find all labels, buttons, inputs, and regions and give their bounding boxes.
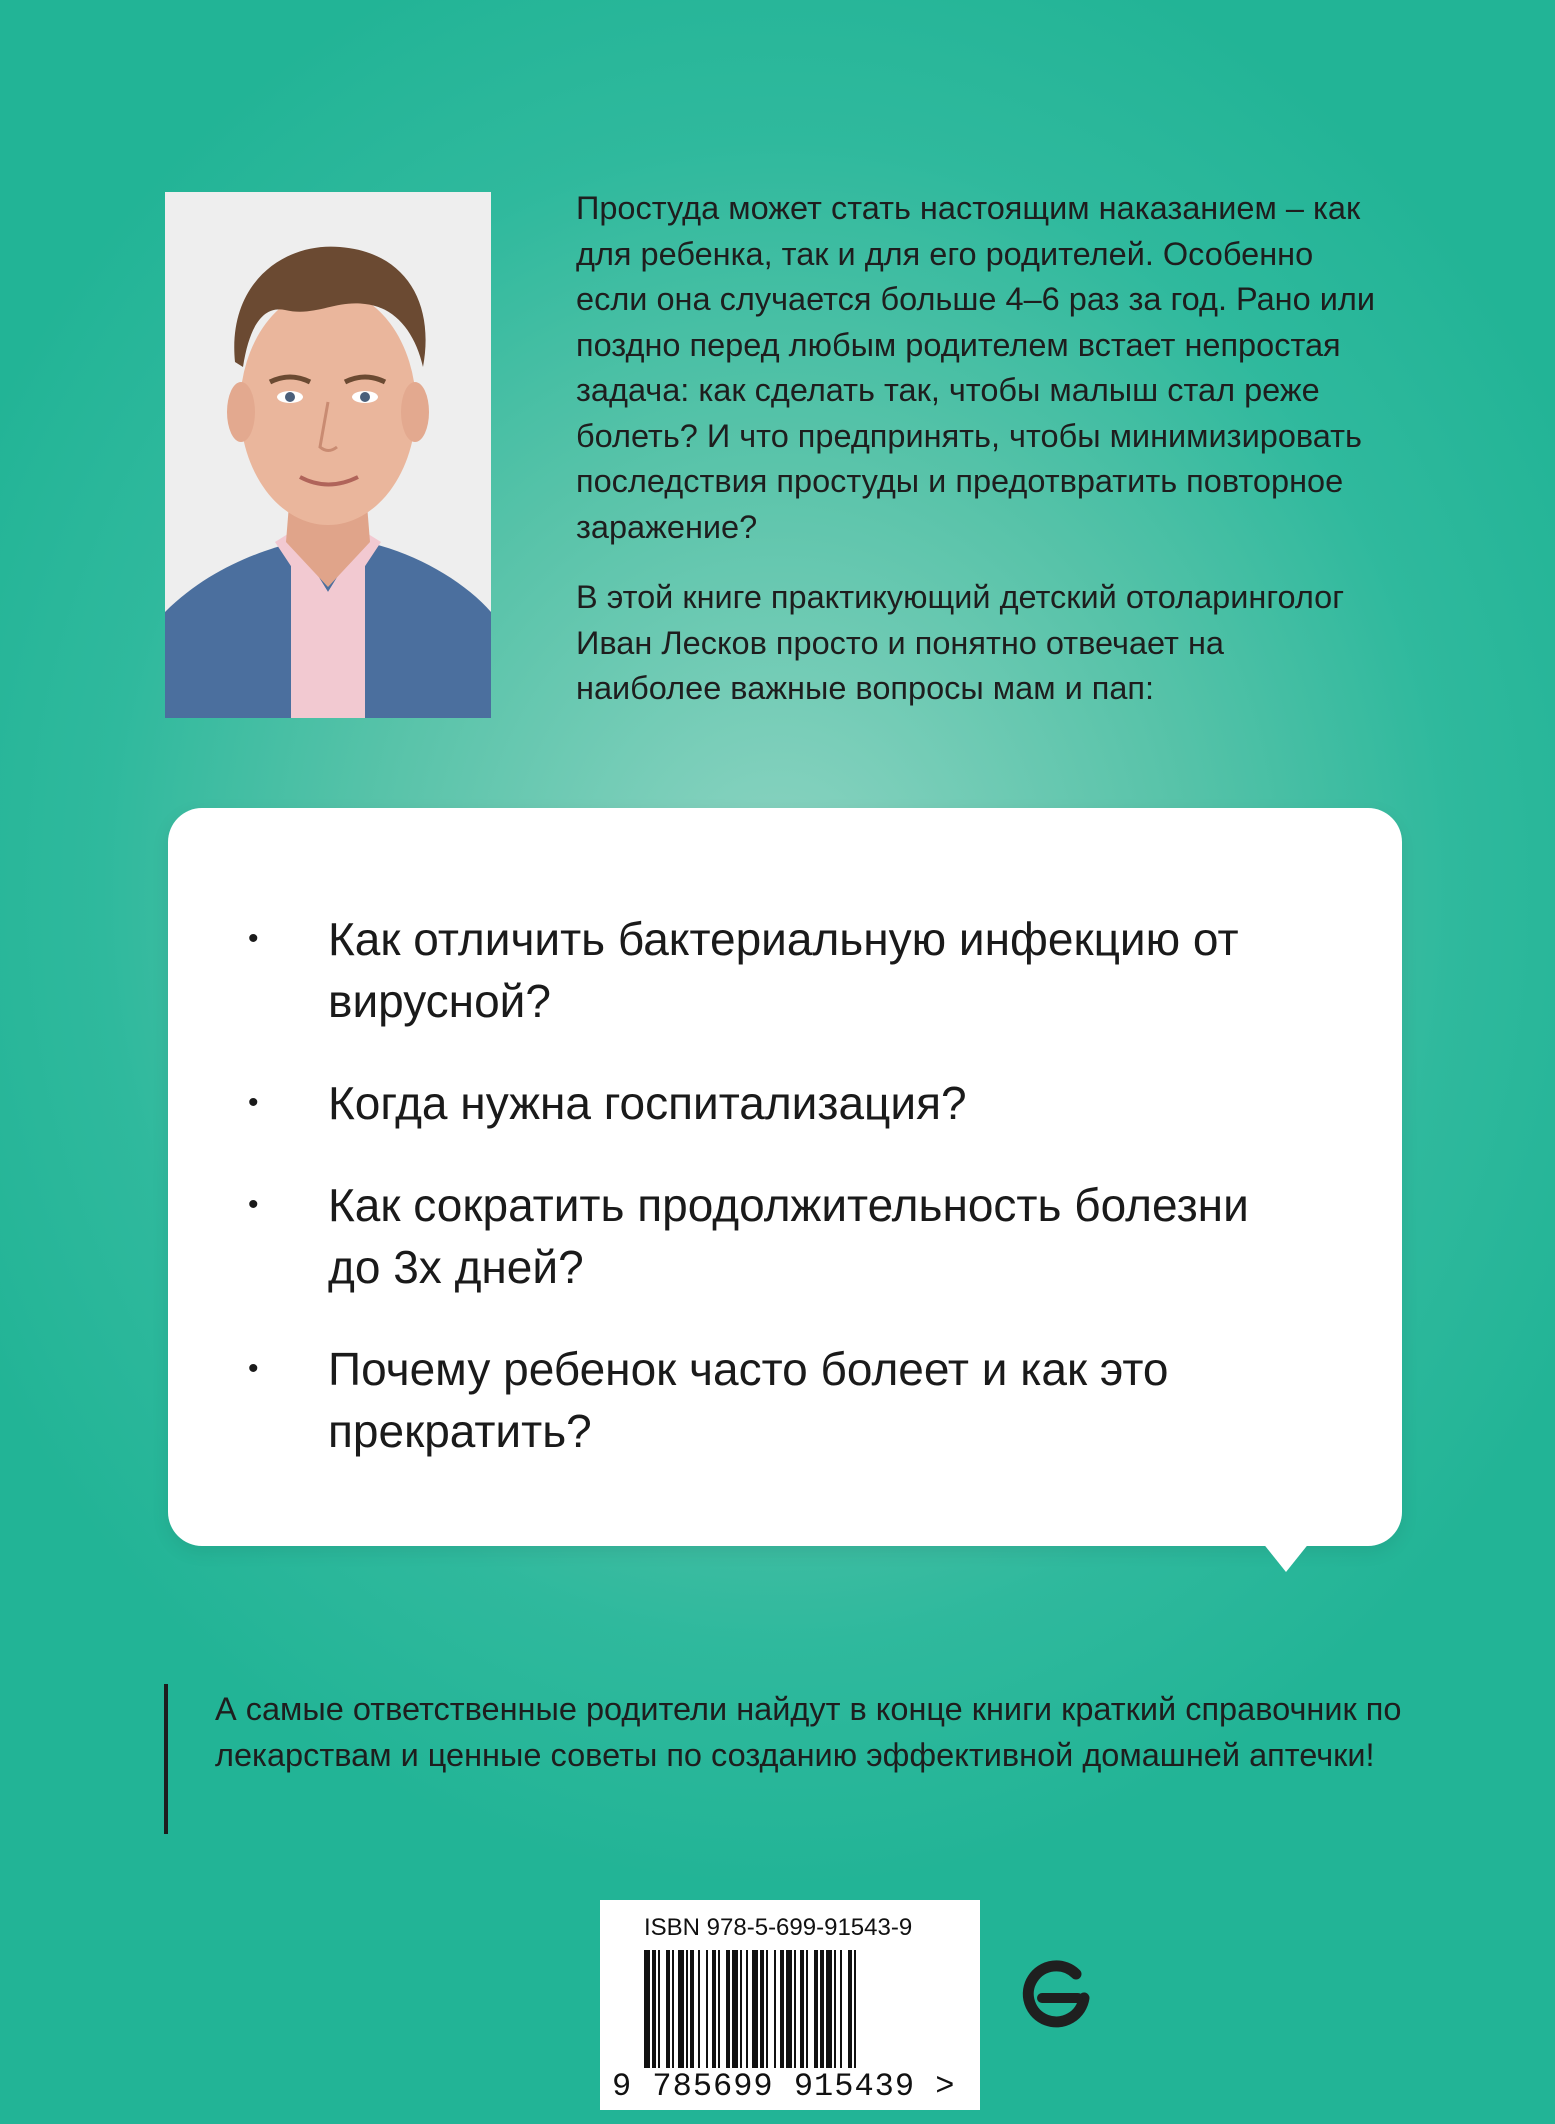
list-item [168, 908, 1402, 1032]
isbn-digits: 9 785699 915439 > [612, 2068, 956, 2105]
bullet: • [248, 922, 259, 955]
author-portrait-illustration [165, 192, 491, 718]
isbn-barcode-box [600, 1900, 980, 2110]
question-text: Почему ребенок часто болеет и как это прекратить? [328, 1343, 1169, 1457]
question-text: Как сократить продолжительность болезни до 3х дней? [328, 1179, 1249, 1293]
speech-bubble-tail [1262, 1542, 1310, 1572]
author-photo [165, 192, 491, 718]
list-item [168, 1174, 1402, 1298]
barcode-icon [644, 1950, 934, 2068]
list-item [168, 1072, 1402, 1134]
isbn-label: ISBN 978-5-699-91543-9 [644, 1914, 913, 1941]
intro-paragraph-2: В этой книге практикующий детский отоларинголог Иван Лесков просто и понятно отвечает на наиболее важные вопросы мам и пап: [576, 579, 1345, 706]
bullet: • [248, 1188, 259, 1221]
questions-list [168, 908, 1402, 1502]
list-item [168, 1338, 1402, 1462]
intro-paragraph-1: Простуда может стать настоящим наказанием – как для ребенка, так и для его родителей. Особенно если она случается больше 4–6 раз за год. Рано или поздно перед любым родителем встает непростая задача: как сделать так, чтобы малыш стал реже болеть? И что предпринять, чтобы минимизировать последствия простуды и предотвратить повторное заражение? [576, 190, 1376, 545]
intro-text [576, 186, 1376, 737]
questions-speech-bubble [168, 808, 1402, 1546]
bullet: • [248, 1086, 259, 1119]
outro-divider [164, 1684, 168, 1834]
question-text: Когда нужна госпитализация? [328, 1077, 967, 1129]
eksmo-logo-icon [1020, 1958, 1094, 2032]
question-text: Как отличить бактериальную инфекцию от вирусной? [328, 913, 1239, 1027]
outro-text: А самые ответственные родители найдут в конце книги краткий справочник по лекарствам и ценные советы по созданию эффективной домашней аптечки! [215, 1691, 1402, 1773]
bullet: • [248, 1352, 259, 1385]
